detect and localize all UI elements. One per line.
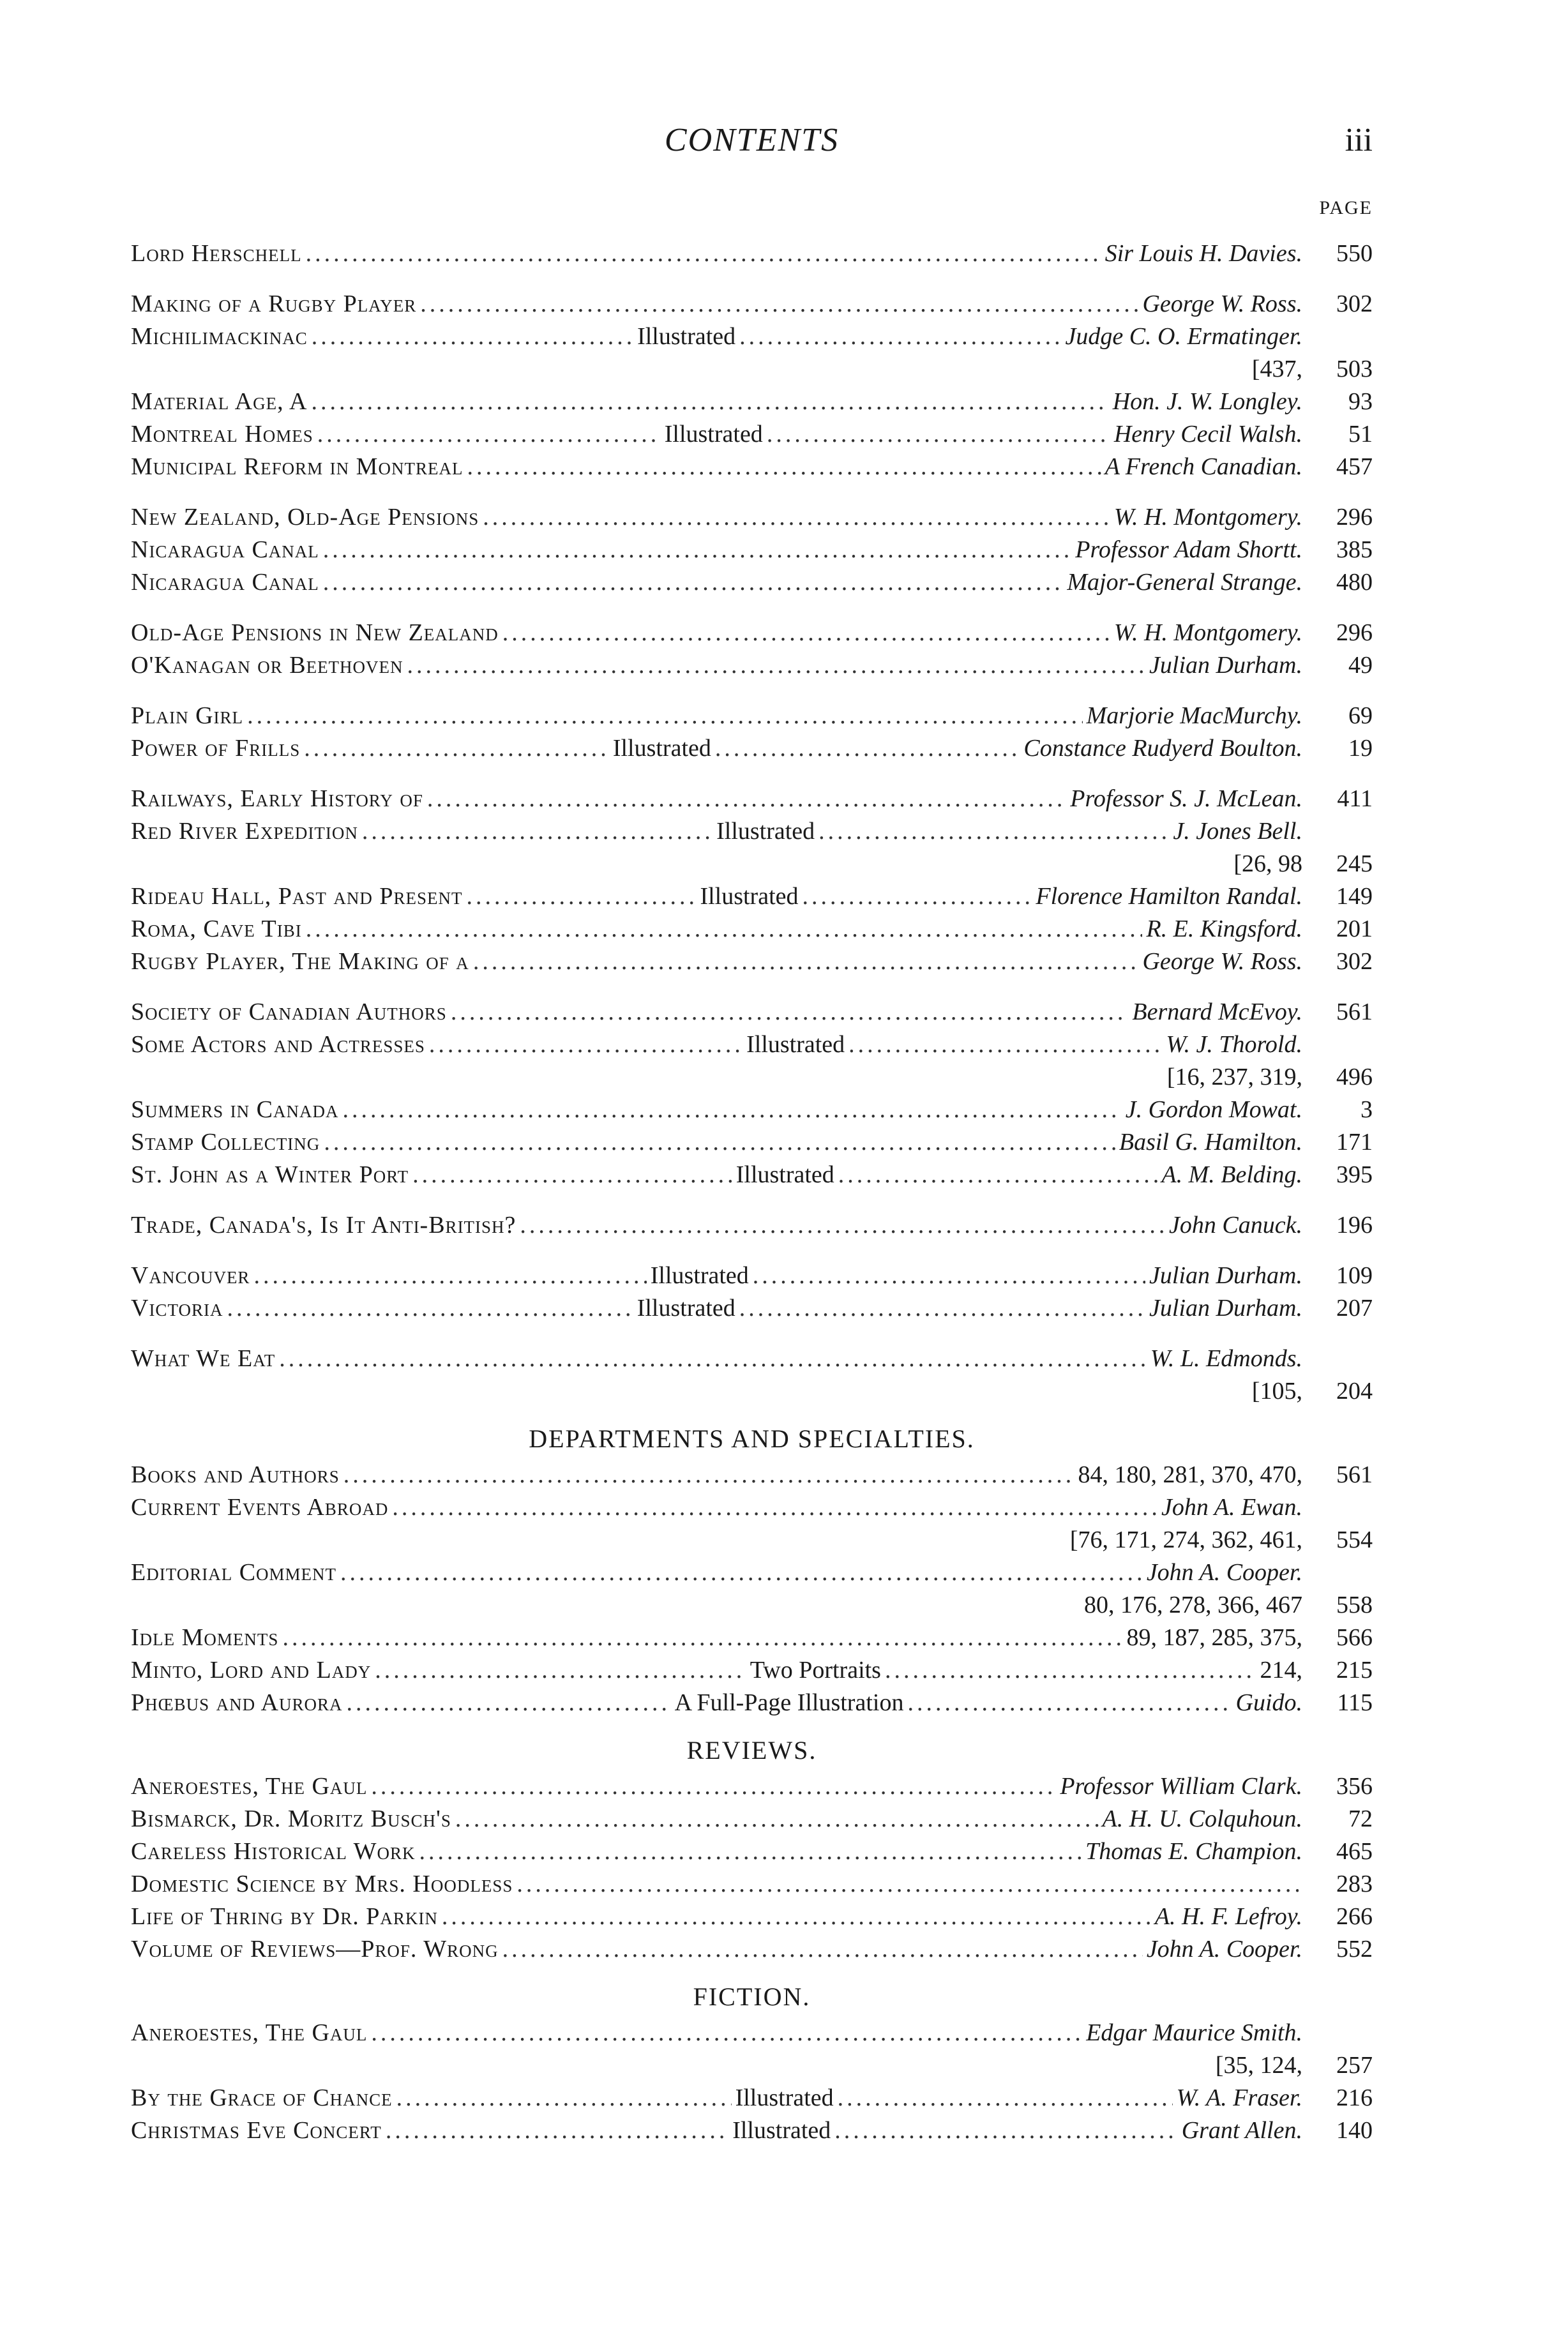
toc-entry — [131, 783, 1373, 815]
leader-dots — [834, 2114, 1177, 2147]
toc-entry — [131, 1654, 1373, 1687]
entry-author: W. J. Thorold. — [1166, 1031, 1302, 1058]
entry-note: Illustrated — [716, 818, 815, 845]
entry-page: 72 — [1348, 1805, 1373, 1832]
entry-page: 561 — [1336, 998, 1373, 1025]
toc-entry — [131, 501, 1373, 534]
leader-dots — [343, 1094, 1122, 1126]
leader-dots — [848, 1029, 1162, 1061]
leader-dots — [396, 2082, 732, 2114]
group-spacer — [131, 1191, 1373, 1209]
entry-page: 115 — [1337, 1689, 1373, 1716]
toc-body — [131, 220, 1373, 2147]
leader-dots — [753, 1260, 1145, 1292]
page-folio: iii — [1345, 122, 1373, 158]
leader-dots — [739, 1292, 1145, 1325]
entry-page: 196 — [1336, 1212, 1373, 1239]
entry-title: Society of Canadian Authors — [131, 998, 447, 1025]
toc-entry — [131, 996, 1373, 1029]
leader-dots — [455, 1803, 1099, 1835]
entry-title: What We Eat — [131, 1345, 276, 1372]
leader-dots — [340, 1556, 1143, 1589]
entry-author: A. M. Belding. — [1161, 1161, 1302, 1188]
leader-dots — [885, 1654, 1256, 1687]
leader-dots — [282, 1622, 1122, 1654]
leader-dots — [253, 1260, 646, 1292]
page-column-label: PAGE — [1319, 197, 1373, 218]
leader-dots — [502, 617, 1110, 649]
entry-title: Volume of Reviews—Prof. Wrong — [131, 1936, 499, 1963]
entry-page: 204 — [1336, 1378, 1373, 1405]
entry-author: Julian Durham. — [1149, 652, 1302, 679]
toc-entry-continuation — [131, 2049, 1373, 2082]
entry-title: Rugby Player, The Making of a — [131, 948, 469, 975]
entry-title: Phœbus and Aurora — [131, 1689, 343, 1716]
toc-entry-continuation — [131, 848, 1373, 880]
entry-author: W. H. Montgomery. — [1113, 619, 1302, 646]
entry-title: Lord Herschell — [131, 240, 302, 267]
entry-note: Illustrated — [612, 735, 711, 762]
entry-author: Julian Durham. — [1149, 1262, 1302, 1289]
toc-entry — [131, 1491, 1373, 1524]
toc-entry — [131, 649, 1373, 682]
entry-author: Professor Adam Shortt. — [1075, 536, 1302, 563]
entry-author: Henry Cecil Walsh. — [1113, 421, 1302, 448]
entry-title: Roma, Cave Tibi — [131, 916, 302, 942]
toc-entry — [131, 1159, 1373, 1191]
toc-entry — [131, 2017, 1373, 2049]
entry-page: 266 — [1336, 1903, 1373, 1930]
section-heading: DEPARTMENTS AND SPECIALTIES. — [529, 1424, 975, 1453]
leader-dots — [312, 320, 633, 353]
leader-dots — [304, 732, 609, 765]
leader-dots — [324, 1126, 1115, 1159]
toc-entry — [131, 913, 1373, 946]
entry-page: 257 — [1336, 2052, 1373, 2079]
entry-issue-pages: 84, 180, 281, 370, 470, — [1078, 1461, 1302, 1488]
toc-entry — [131, 815, 1373, 848]
entry-title: Municipal Reform in Montreal — [131, 453, 464, 480]
toc-entry — [131, 700, 1373, 732]
group-spacer — [131, 599, 1373, 617]
entry-note: A Full-Page Illustration — [674, 1689, 904, 1716]
entry-title: Aneroestes, The Gaul — [131, 2019, 368, 2046]
entry-title: Aneroestes, The Gaul — [131, 1773, 368, 1800]
group-spacer — [131, 220, 1373, 237]
entry-title: O'Kanagan or Beethoven — [131, 652, 403, 679]
toc-entry — [131, 1292, 1373, 1325]
entry-title: Christmas Eve Concert — [131, 2117, 382, 2144]
leader-dots — [442, 1901, 1151, 1933]
toc-entry — [131, 946, 1373, 978]
entry-title: Bismarck, Dr. Moritz Busch's — [131, 1805, 451, 1832]
entry-title: Material Age, A — [131, 388, 308, 415]
group-spacer — [131, 765, 1373, 783]
entry-page: 496 — [1336, 1064, 1373, 1090]
toc-entry — [131, 1126, 1373, 1159]
leader-dots — [429, 1029, 743, 1061]
entry-author: John A. Cooper. — [1146, 1559, 1302, 1586]
entry-note: Illustrated — [637, 323, 736, 350]
entry-title: New Zealand, Old-Age Pensions — [131, 504, 479, 531]
toc-entry-continuation — [131, 1061, 1373, 1094]
entry-note: Illustrated — [700, 883, 799, 910]
entry-title: Old-Age Pensions in New Zealand — [131, 619, 499, 646]
leader-dots — [247, 700, 1083, 732]
entry-title: Careless Historical Work — [131, 1838, 416, 1865]
leader-dots — [386, 2114, 728, 2147]
entry-author: John Canuck. — [1169, 1212, 1302, 1239]
entry-author: Thomas E. Champion. — [1085, 1838, 1302, 1865]
leader-dots — [907, 1687, 1232, 1719]
entry-title: Victoria — [131, 1295, 223, 1322]
entry-page: 411 — [1337, 785, 1373, 812]
entry-title: Life of Thring by Dr. Parkin — [131, 1903, 438, 1930]
entry-page: 296 — [1336, 619, 1373, 646]
entry-page: 69 — [1348, 702, 1373, 729]
group-spacer — [131, 978, 1373, 996]
leader-dots — [407, 649, 1145, 682]
toc-entry — [131, 1835, 1373, 1868]
entry-page: 93 — [1348, 388, 1373, 415]
toc-entry — [131, 1687, 1373, 1719]
entry-title: Stamp Collecting — [131, 1129, 320, 1156]
entry-title: Some Actors and Actresses — [131, 1031, 425, 1058]
leader-dots — [392, 1491, 1157, 1524]
toc-entry — [131, 1343, 1373, 1375]
entry-note: Illustrated — [664, 421, 763, 448]
entry-title: Power of Frills — [131, 735, 301, 762]
entry-page: 215 — [1336, 1657, 1373, 1684]
leader-dots — [516, 1868, 1299, 1901]
entry-author: Grant Allen. — [1181, 2117, 1302, 2144]
toc-entry — [131, 1868, 1373, 1901]
toc-entry — [131, 534, 1373, 566]
leader-dots — [343, 1459, 1074, 1491]
leader-dots — [323, 566, 1064, 599]
entry-title: Nicaragua Canal — [131, 569, 319, 596]
entry-note: Illustrated — [650, 1262, 749, 1289]
entry-title: Michilimackinac — [131, 323, 308, 350]
entry-author: Sir Louis H. Davies. — [1104, 240, 1302, 267]
entry-author: Professor S. J. McLean. — [1070, 785, 1302, 812]
entry-note: Two Portraits — [750, 1657, 881, 1684]
leader-dots — [227, 1292, 633, 1325]
toc-entry — [131, 451, 1373, 483]
toc-entry — [131, 418, 1373, 451]
toc-entry — [131, 2082, 1373, 2114]
toc-entry — [131, 1260, 1373, 1292]
leader-dots — [420, 288, 1138, 320]
entry-author: John A. Cooper. — [1146, 1936, 1302, 1963]
leader-dots — [818, 815, 1169, 848]
continuation-pages: 80, 176, 278, 366, 467 — [1084, 1592, 1302, 1618]
leader-dots — [306, 913, 1143, 946]
entry-page: 245 — [1336, 850, 1373, 877]
entry-author: Marjorie MacMurchy. — [1086, 702, 1302, 729]
leader-dots — [767, 418, 1110, 451]
entry-note: Illustrated — [735, 1161, 834, 1188]
leader-dots — [375, 1654, 746, 1687]
entry-page: 457 — [1336, 453, 1373, 480]
toc-entry — [131, 1029, 1373, 1061]
group-spacer — [131, 1325, 1373, 1343]
entry-page: 554 — [1336, 1526, 1373, 1553]
entry-page: 302 — [1336, 948, 1373, 975]
leader-dots — [483, 501, 1110, 534]
entry-page: 385 — [1336, 536, 1373, 563]
entry-title: By the Grace of Chance — [131, 2084, 393, 2111]
entry-page: 302 — [1336, 290, 1373, 317]
entry-author: W. H. Montgomery. — [1113, 504, 1302, 531]
entry-page: 149 — [1336, 883, 1373, 910]
entry-author: Judge C. O. Ermatinger. — [1065, 323, 1302, 350]
entry-title: Red River Expedition — [131, 818, 358, 845]
entry-title: Making of a Rugby Player — [131, 290, 417, 317]
entry-page: 566 — [1336, 1624, 1373, 1651]
entry-title: Editorial Comment — [131, 1559, 337, 1586]
leader-dots — [451, 996, 1129, 1029]
leader-dots — [473, 946, 1139, 978]
leader-dots — [502, 1933, 1143, 1966]
entry-author: R. E. Kingsford. — [1146, 916, 1302, 942]
entry-title: Idle Moments — [131, 1624, 279, 1651]
toc-entry — [131, 1622, 1373, 1654]
group-spacer — [131, 1242, 1373, 1260]
leader-dots — [427, 783, 1066, 815]
entry-page: 558 — [1336, 1592, 1373, 1618]
continuation-pages: [105, — [1251, 1378, 1302, 1405]
group-spacer — [131, 483, 1373, 501]
page-header — [131, 115, 1373, 172]
toc-entry — [131, 2114, 1373, 2147]
toc-entry-continuation — [131, 1375, 1373, 1408]
entry-author: Bernard McEvoy. — [1132, 998, 1302, 1025]
toc-entry — [131, 386, 1373, 418]
entry-title: Trade, Canada's, Is It Anti-British? — [131, 1212, 516, 1239]
entry-title: Minto, Lord and Lady — [131, 1657, 372, 1684]
continuation-pages: [35, 124, — [1215, 2052, 1302, 2079]
entry-page: 3 — [1361, 1096, 1373, 1123]
entry-page: 561 — [1336, 1461, 1373, 1488]
entry-issue-pages: 89, 187, 285, 375, — [1126, 1624, 1302, 1651]
entry-page: 216 — [1336, 2084, 1373, 2111]
entry-page: 465 — [1336, 1838, 1373, 1865]
leader-dots — [306, 237, 1101, 270]
entry-page: 296 — [1336, 504, 1373, 531]
leader-dots — [362, 815, 712, 848]
toc-entry — [131, 1094, 1373, 1126]
entry-page: 356 — [1336, 1773, 1373, 1800]
entry-title: Montreal Homes — [131, 421, 313, 448]
entry-title: Nicaragua Canal — [131, 536, 319, 563]
entry-author: Edgar Maurice Smith. — [1086, 2019, 1302, 2046]
entry-author: Major-General Strange. — [1067, 569, 1302, 596]
entry-note: Illustrated — [735, 2084, 834, 2111]
entry-author: W. A. Fraser. — [1176, 2084, 1302, 2111]
entry-author: A. H. F. Lefroy. — [1154, 1903, 1302, 1930]
toc-entry — [131, 880, 1373, 913]
continuation-pages: [437, — [1251, 356, 1302, 382]
entry-page: 283 — [1336, 1871, 1373, 1897]
toc-entry — [131, 1556, 1373, 1589]
toc-entry-continuation — [131, 353, 1373, 386]
toc-entry-continuation — [131, 1524, 1373, 1556]
toc-entry — [131, 1459, 1373, 1491]
entry-title: St. John as a Winter Port — [131, 1161, 409, 1188]
leader-dots — [715, 732, 1020, 765]
entry-title: Summers in Canada — [131, 1096, 339, 1123]
entry-author: George W. Ross. — [1142, 290, 1302, 317]
entry-page: 201 — [1336, 916, 1373, 942]
entry-author: Julian Durham. — [1149, 1295, 1302, 1322]
continuation-pages: [76, 171, 274, 362, 461, — [1069, 1526, 1302, 1553]
leader-dots — [347, 1687, 671, 1719]
leader-dots — [838, 1159, 1158, 1191]
toc-entry — [131, 320, 1373, 353]
leader-dots — [419, 1835, 1082, 1868]
page-title: CONTENTS — [664, 122, 840, 158]
section-heading: FICTION. — [693, 1982, 811, 2011]
entry-page: 207 — [1336, 1295, 1373, 1322]
toc-entry — [131, 237, 1373, 270]
entry-author: A. H. U. Colquhoun. — [1102, 1805, 1302, 1832]
entry-page: 395 — [1336, 1161, 1373, 1188]
leader-dots — [317, 418, 661, 451]
leader-dots — [739, 320, 1061, 353]
entry-author: Guido. — [1235, 1689, 1302, 1716]
entry-author: A French Canadian. — [1104, 453, 1302, 480]
entry-author: Constance Rudyerd Boulton. — [1023, 735, 1302, 762]
entry-page: 552 — [1336, 1936, 1373, 1963]
section-heading: REVIEWS. — [686, 1736, 817, 1765]
entry-title: Vancouver — [131, 1262, 250, 1289]
entry-author: George W. Ross. — [1142, 948, 1302, 975]
toc-entry — [131, 566, 1373, 599]
leader-dots — [520, 1209, 1165, 1242]
entry-author: W. L. Edmonds. — [1150, 1345, 1302, 1372]
toc-entry — [131, 1770, 1373, 1803]
leader-dots — [467, 451, 1101, 483]
leader-dots — [279, 1343, 1147, 1375]
leader-dots — [838, 2082, 1173, 2114]
entry-title: Current Events Abroad — [131, 1494, 389, 1521]
entry-page: 503 — [1336, 356, 1373, 382]
entry-note: Illustrated — [637, 1295, 735, 1322]
group-spacer — [131, 682, 1373, 700]
continuation-pages: [26, 98 — [1233, 850, 1302, 877]
entry-title: Domestic Science by Mrs. Hoodless — [131, 1871, 513, 1897]
entry-page: 171 — [1336, 1129, 1373, 1156]
entry-issue-pages: 214, — [1260, 1657, 1302, 1684]
entry-page: 49 — [1348, 652, 1373, 679]
leader-dots — [311, 386, 1108, 418]
leader-dots — [803, 880, 1032, 913]
leader-dots — [371, 2017, 1082, 2049]
toc-entry-continuation — [131, 1589, 1373, 1622]
entry-page: 19 — [1348, 735, 1373, 762]
group-spacer — [131, 270, 1373, 288]
contents-page — [131, 115, 1373, 2147]
entry-title: Railways, Early History of — [131, 785, 423, 812]
entry-page: 109 — [1336, 1262, 1373, 1289]
toc-entry — [131, 617, 1373, 649]
leader-dots — [371, 1770, 1056, 1803]
entry-title: Rideau Hall, Past and Present — [131, 883, 463, 910]
entry-author: J. Jones Bell. — [1173, 818, 1302, 845]
entry-author: John A. Ewan. — [1161, 1494, 1302, 1521]
toc-entry — [131, 1803, 1373, 1835]
entry-title: Books and Authors — [131, 1461, 340, 1488]
leader-dots — [467, 880, 697, 913]
entry-author: Hon. J. W. Longley. — [1112, 388, 1302, 415]
entry-title: Plain Girl — [131, 702, 244, 729]
entry-page: 51 — [1348, 421, 1373, 448]
toc-entry — [131, 1933, 1373, 1966]
entry-note: Illustrated — [746, 1031, 845, 1058]
entry-page: 550 — [1336, 240, 1373, 267]
entry-author: Basil G. Hamilton. — [1119, 1129, 1302, 1156]
entry-author: Florence Hamilton Randal. — [1036, 883, 1302, 910]
toc-entry — [131, 1901, 1373, 1933]
entry-author: Professor William Clark. — [1060, 1773, 1302, 1800]
entry-page: 140 — [1336, 2117, 1373, 2144]
continuation-pages: [16, 237, 319, — [1166, 1064, 1302, 1090]
leader-dots — [412, 1159, 732, 1191]
entry-page: 480 — [1336, 569, 1373, 596]
toc-entry — [131, 732, 1373, 765]
toc-entry — [131, 288, 1373, 320]
entry-note: Illustrated — [732, 2117, 831, 2144]
entry-author: J. Gordon Mowat. — [1125, 1096, 1302, 1123]
leader-dots — [323, 534, 1071, 566]
toc-entry — [131, 1209, 1373, 1242]
